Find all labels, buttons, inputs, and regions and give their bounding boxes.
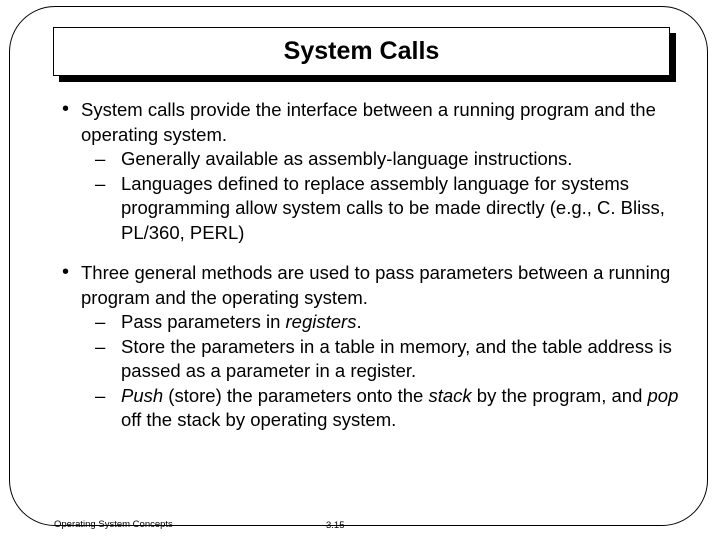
sub-item <box>81 310 688 335</box>
footer-page-number: 3.15 <box>326 520 345 531</box>
sub-item <box>81 335 688 384</box>
sub-item <box>81 147 688 172</box>
dash-icon: – <box>95 172 106 194</box>
sub-text-emphasis: registers <box>285 311 357 332</box>
bullet-text: Three general methods are used to pass parameters between a running program and the operating system. <box>81 262 671 308</box>
sub-text-emphasis: stack <box>428 384 472 406</box>
bullet-dot-icon: • <box>62 98 70 120</box>
bullet-text: System calls provide the interface between a running program and the operating system. <box>81 99 656 145</box>
slide-title: System Calls <box>283 37 440 65</box>
sub-item <box>81 172 688 246</box>
sub-text-emphasis: Push <box>121 384 164 406</box>
sub-text-part: . <box>356 311 362 332</box>
title-box <box>53 27 670 76</box>
sub-text-part: Pass parameters in <box>121 311 286 332</box>
sub-text-part: (store) the parameters onto the <box>163 384 429 406</box>
dash-icon: – <box>95 311 106 332</box>
sub-text-part: by the program, and <box>471 384 648 406</box>
sub-text: Store the parameters in a table in memory, and the table address is passed as a parameter in a register. <box>121 335 672 381</box>
dash-icon: – <box>95 148 106 169</box>
footer-course-title: Operating System Concepts <box>54 519 173 530</box>
dash-icon: – <box>95 335 106 357</box>
slide-content <box>58 98 688 433</box>
sub-text: Languages defined to replace assembly language for systems programming allow system calls to be made directly (e.g., C. Bliss, PL/360, PERL) <box>121 172 665 243</box>
sub-text: Generally available as assembly-language instructions. <box>121 148 573 169</box>
bullet-item <box>58 261 688 433</box>
sub-text-part: off the stack by operating system. <box>121 409 397 430</box>
dash-icon: – <box>95 384 106 406</box>
sub-text-emphasis: pop <box>647 384 679 406</box>
bullet-dot-icon: • <box>62 261 70 283</box>
bullet-item <box>58 98 688 245</box>
sub-item <box>81 384 688 433</box>
